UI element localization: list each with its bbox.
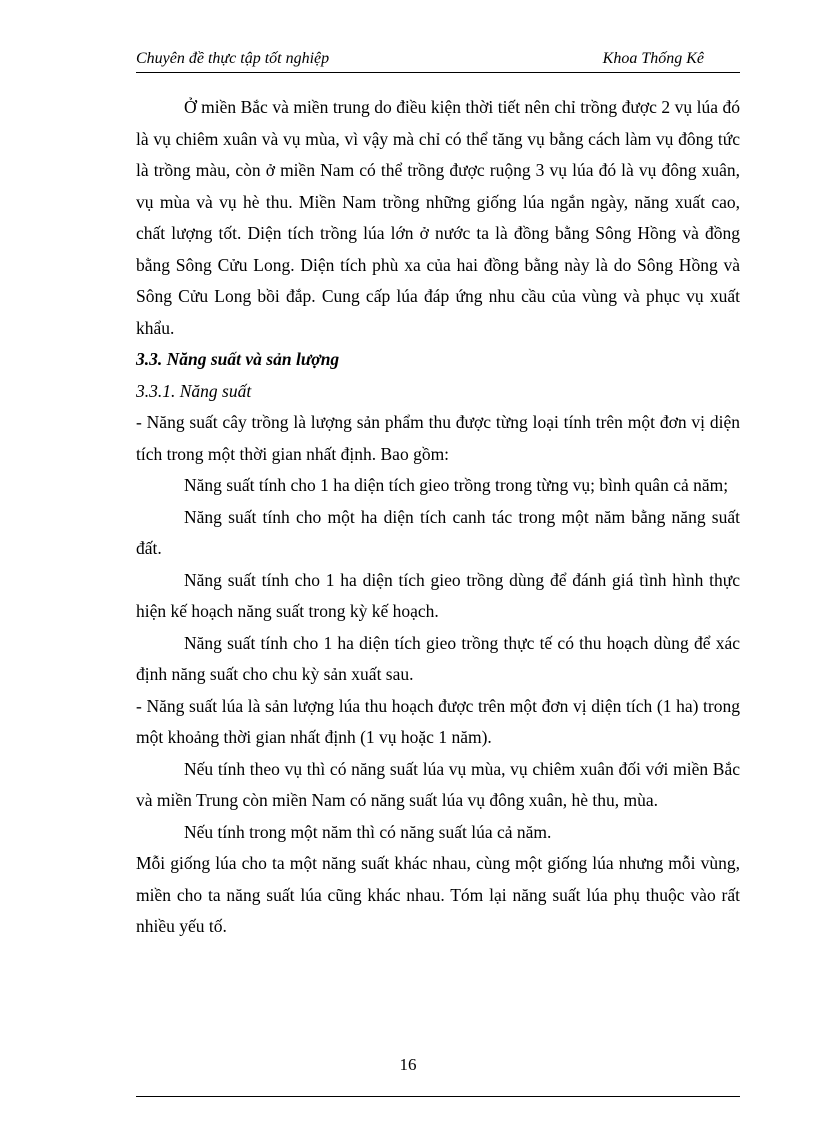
header-title-right: Khoa Thống Kê [602,50,704,67]
footer-divider [136,1096,740,1097]
paragraph: Mỗi giống lúa cho ta một năng suất khác nhau, cùng một giống lúa nhưng mỗi vùng, miền cho ta năng suất lúa cũng khác nhau. Tóm lại năng suất lúa phụ thuộc vào rất nhiều yếu tố. [136,853,740,936]
header-title-left: Chuyên đề thực tập tốt nghiệp [136,50,330,67]
paragraph: Nếu tính theo vụ thì có năng suất lúa vụ mùa, vụ chiêm xuân đối với miền Bắc và miền Trung còn miền Nam có năng suất lúa vụ đông xuân, hè thu, mùa. [136,758,740,810]
paragraph: - Năng suất cây trồng là lượng sản phẩm thu được từng loại tính trên một đơn vị diện tích trong một thời gian nhất định. Bao gồm: [136,412,740,464]
paragraph: Năng suất tính cho 1 ha diện tích gieo trồng thực tế có thu hoạch dùng để xác định năng suất cho chu kỳ sản xuất sau. [136,632,740,684]
paragraph: Ở miền Bắc và miền trung do điều kiện thời tiết nên chỉ trồng được 2 vụ lúa đó là vụ chiêm xuân và vụ mùa, vì vậy mà chỉ có thể tăng vụ bằng cách làm vụ đông tức là trồng màu, còn ở miền Nam có thể trồng được ruộng 3 vụ lúa đó là vụ đông xuân, vụ mùa và vụ hè thu. Miền Nam trồng những giống lúa ngắn ngày, năng xuất cao, chất lượng tốt. Diện tích trồng lúa lớn ở nước ta là đồng bằng Sông Hồng và đồng bằng Sông Cửu Long. Diện tích phù xa của hai đồng bằng này là do Sông Hồng và Sông Cửu Long bồi đắp. Cung cấp lúa đáp ứng nhu cầu của vùng và phục vụ xuất khẩu. [136,97,740,338]
page-number: 16 [399,1055,417,1074]
paragraph: Năng suất tính cho một ha diện tích canh tác trong một năm bằng năng suất đất. [136,506,740,558]
page-header [136,50,740,73]
paragraph: Năng suất tính cho 1 ha diện tích gieo trồng dùng để đánh giá tình hình thực hiện kế hoạch năng suất trong kỳ kế hoạch. [136,569,740,621]
section-heading: 3.3. Năng suất và sản lượng [136,349,340,369]
subsection-heading: 3.3.1. Năng suất [136,380,252,401]
paragraph: Năng suất tính cho 1 ha diện tích gieo trồng trong từng vụ; bình quân cả năm; [184,475,729,495]
paragraph: - Năng suất lúa là sản lượng lúa thu hoạch được trên một đơn vị diện tích (1 ha) trong một khoảng thời gian nhất định (1 vụ hoặc 1 năm). [136,695,740,747]
paragraph: Nếu tính trong một năm thì có năng suất lúa cả năm. [184,821,552,842]
body-text [136,92,740,943]
